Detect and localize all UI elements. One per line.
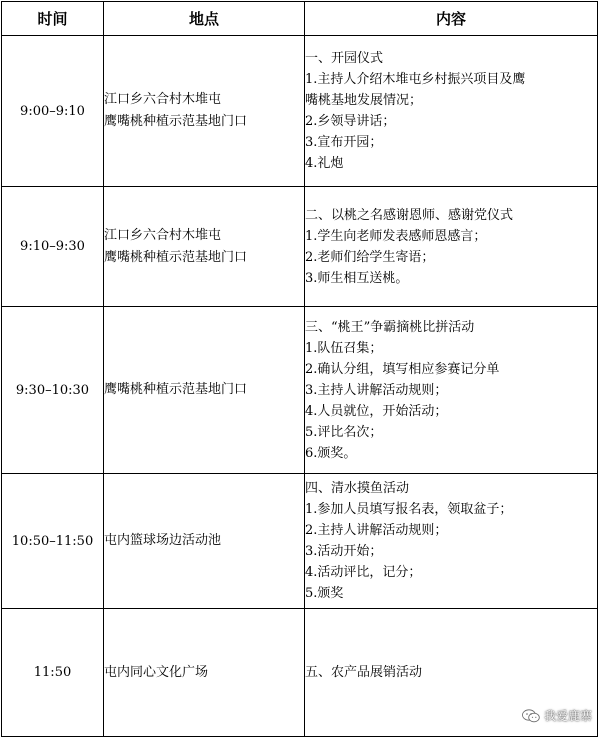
table-header-row <box>2 2 598 36</box>
row-time: 9:00–9:10 <box>2 36 104 187</box>
content-line: 2.老师们给学生寄语； <box>305 249 435 265</box>
content-line: 嘴桃基地发展情况； <box>305 93 423 108</box>
place-line: 鹰嘴桃种植示范基地门口 <box>104 249 248 265</box>
row-time: 11:50 <box>2 609 104 737</box>
header-place: 地点 <box>104 2 305 36</box>
place-line: 江口乡六合村木堆屯 <box>104 92 222 107</box>
content-line: 1.学生向老师发表感师恩感言； <box>305 228 487 244</box>
row-content <box>305 36 598 187</box>
content-line: 4.礼炮 <box>305 156 344 171</box>
content-line: 五、农产品展销活动 <box>305 665 423 680</box>
place-line: 鹰嘴桃种植示范基地门口 <box>104 382 248 397</box>
content-line: 四、清水摸鱼活动 <box>305 481 410 496</box>
place-line: 江口乡六合村木堆屯 <box>104 227 222 243</box>
content-line: 二、以桃之名感谢恩师、感谢党仪式 <box>305 207 514 223</box>
row-place <box>104 474 305 609</box>
place-line: 鹰嘴桃种植示范基地门口 <box>104 114 248 129</box>
content-line: 4.人员就位，开始活动； <box>305 403 448 419</box>
table-row <box>2 307 598 474</box>
content-line: 3.主持人讲解活动规则； <box>305 382 448 398</box>
row-content <box>305 307 598 474</box>
place-line: 屯内篮球场边活动池 <box>104 533 222 548</box>
content-line: 2.乡领导讲话； <box>305 114 396 129</box>
row-place <box>104 609 305 737</box>
content-line: 三、“桃王”争霸摘桃比拼活动 <box>305 319 475 335</box>
table-row <box>2 187 598 307</box>
content-line: 1.主持人介绍木堆屯乡村振兴项目及鹰 <box>305 72 526 87</box>
content-line: 3.宣布开园； <box>305 135 383 150</box>
content-line: 3.活动开始； <box>305 544 383 559</box>
row-place <box>104 36 305 187</box>
watermark-text: 我爱鹿寨 <box>543 709 592 723</box>
row-time: 10:50–11:50 <box>2 474 104 609</box>
content-line: 5.评比名次； <box>305 424 383 440</box>
header-time: 时间 <box>2 2 104 36</box>
row-content <box>305 187 598 307</box>
schedule-table <box>1 1 598 737</box>
content-line: 1.参加人员填写报名表，领取盆子； <box>305 502 513 517</box>
content-line: 5.颁奖 <box>305 586 344 601</box>
content-line: 6.颁奖。 <box>305 445 357 461</box>
row-content <box>305 474 598 609</box>
content-line: 2.主持人讲解活动规则； <box>305 523 448 538</box>
content-line: 1.队伍召集； <box>305 340 383 356</box>
table-row <box>2 474 598 609</box>
place-line: 屯内同心文化广场 <box>104 664 209 680</box>
header-content: 内容 <box>305 2 598 36</box>
row-time: 9:30–10:30 <box>2 307 104 474</box>
wechat-icon <box>522 709 540 723</box>
content-line: 3.师生相互送桃。 <box>305 270 409 286</box>
content-line: 4.活动评比，记分； <box>305 565 422 580</box>
content-line: 2.确认分组，填写相应参赛记分单 <box>305 361 500 377</box>
row-time: 9:10–9:30 <box>2 187 104 307</box>
watermark <box>522 707 592 724</box>
row-place <box>104 187 305 307</box>
content-line: 一、开园仪式 <box>305 51 384 66</box>
row-place <box>104 307 305 474</box>
table-row <box>2 36 598 187</box>
table-row <box>2 609 598 737</box>
